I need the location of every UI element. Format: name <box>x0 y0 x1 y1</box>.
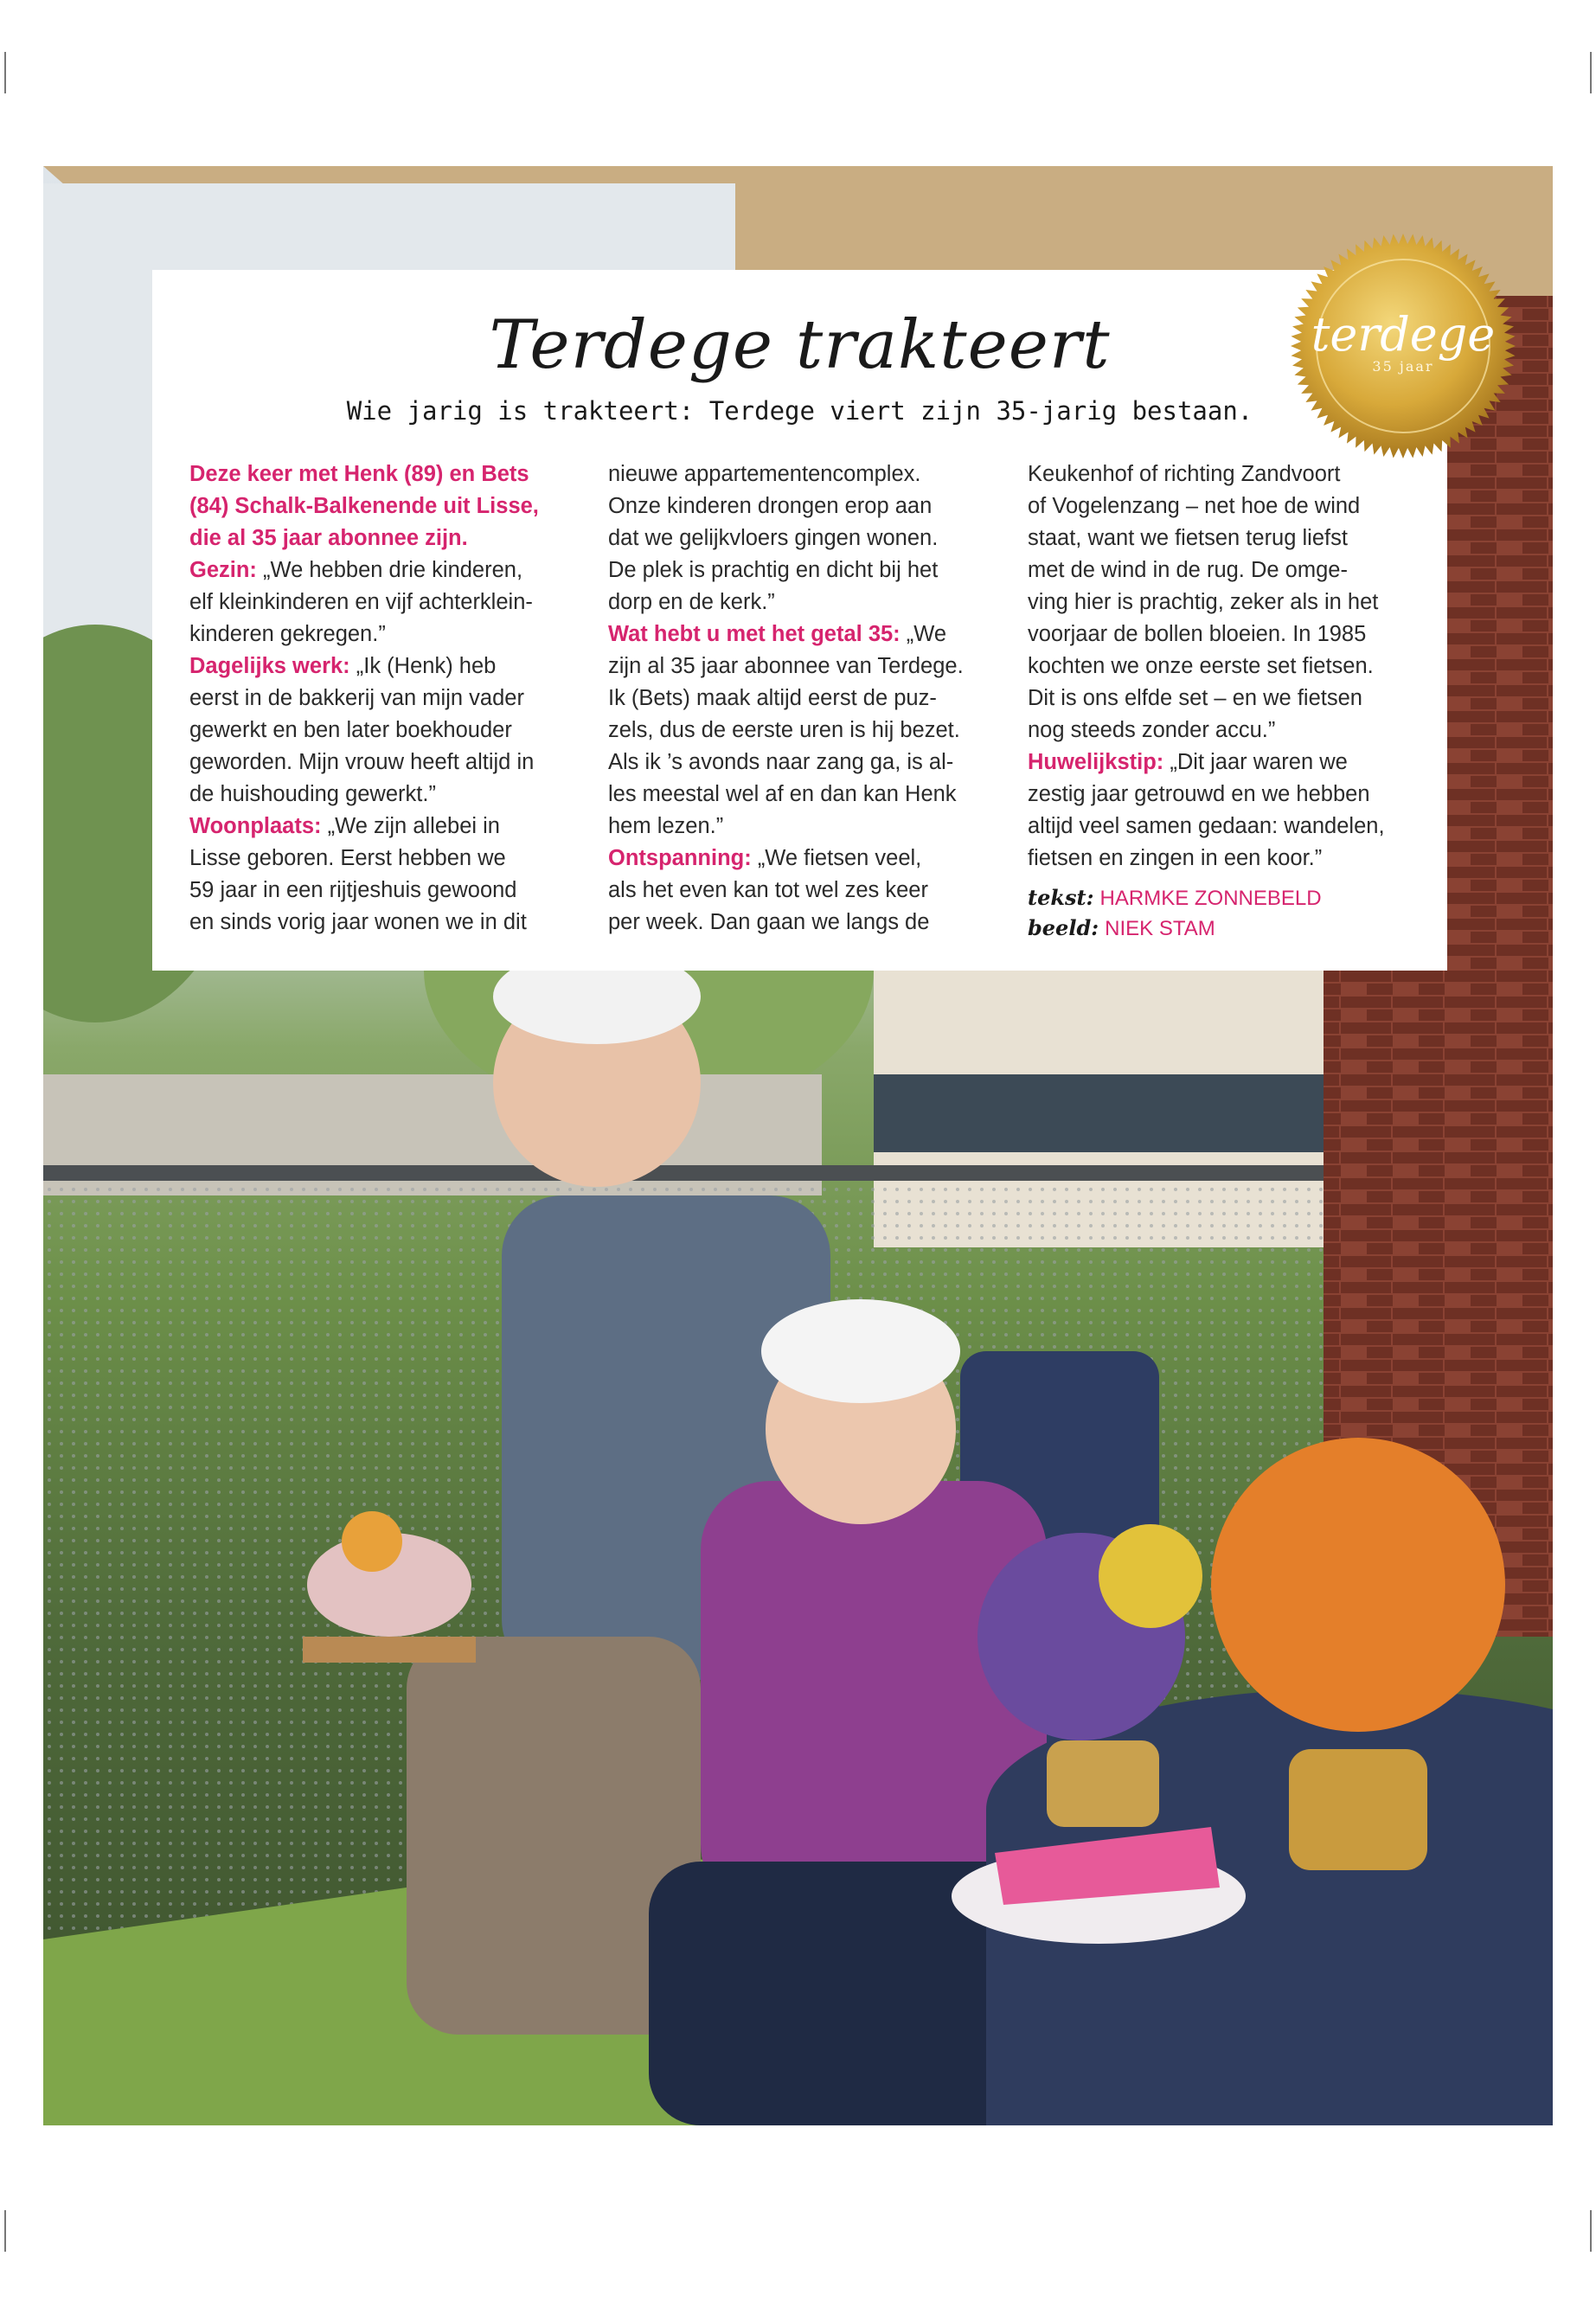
railing-top <box>43 1165 1324 1181</box>
ontspanning-line: of Vogelenzang – net hoe de wind <box>1028 494 1361 518</box>
woman-hair <box>761 1299 960 1403</box>
flower-pot <box>1289 1749 1427 1870</box>
article-panel <box>152 270 1447 971</box>
gezin-line <box>189 554 579 586</box>
woonplaats-line: Lisse geboren. Eerst hebben we <box>189 846 506 870</box>
crop-mark-bottom-left <box>4 2210 6 2252</box>
werk-line <box>189 651 579 683</box>
getal-line <box>608 619 997 651</box>
credit-beeld-value: NIEK STAM <box>1105 917 1215 940</box>
getal-line: les meestal wel af en dan kan Henk <box>608 782 957 806</box>
credits <box>1028 883 1417 944</box>
credit-beeld-label: beeld: <box>1028 915 1099 940</box>
getal-line: zijn al 35 jaar abonnee van Terdege. <box>608 654 964 678</box>
werk-text: „Ik (Henk) heb <box>349 654 497 678</box>
crop-mark-bottom-right <box>1590 2210 1592 2252</box>
werk-line: de huishouding gewerkt.” <box>189 782 436 806</box>
woonplaats-line: De plek is prachtig en dicht bij het <box>608 558 939 582</box>
ontspanning-line <box>608 843 997 875</box>
text-column-3 <box>1028 458 1417 944</box>
credit-tekst <box>1028 883 1417 913</box>
ontspanning-text: „We fietsen veel, <box>751 846 922 870</box>
woonplaats-line: 59 jaar in een rijtjeshuis gewoond <box>189 878 517 902</box>
ontspanning-line: Keukenhof of richting Zandvoort <box>1028 462 1341 486</box>
werk-line: gewerkt en ben later boekhouder <box>189 718 512 742</box>
getal-line: hem lezen.” <box>608 814 724 838</box>
pumpkin <box>342 1511 402 1572</box>
credit-tekst-value: HARMKE ZONNEBELD <box>1099 887 1322 910</box>
stool <box>303 1637 476 1663</box>
building-windows <box>874 1074 1358 1152</box>
pansy-pot <box>1047 1740 1159 1827</box>
werk-line: eerst in de bakkerij van mijn vader <box>189 686 524 710</box>
huwelijk-line: zestig jaar getrouwd en we hebben <box>1028 782 1370 806</box>
ontspanning-line: Dit is ons elfde set – en we fietsen <box>1028 686 1362 710</box>
woonplaats-line: nieuwe appartementencomplex. <box>608 462 921 486</box>
crop-mark-top-right <box>1590 52 1592 93</box>
ontspanning-line: voorjaar de bollen bloeien. In 1985 <box>1028 622 1367 646</box>
crop-mark-top-left <box>4 52 6 93</box>
text-column-2 <box>608 458 997 939</box>
intro-line: die al 35 jaar abonnee zijn. <box>189 526 468 550</box>
woonplaats-line: dat we gelijkvloers gingen wonen. <box>608 526 939 550</box>
woonplaats-line: dorp en de kerk.” <box>608 590 775 614</box>
getal-text: „We <box>900 622 947 646</box>
huwelijk-label: Huwelijkstip: <box>1028 750 1164 774</box>
woonplaats-line <box>189 811 579 843</box>
gezin-line: elf kleinkinderen en vijf achterklein- <box>189 590 533 614</box>
getal-line: Als ik ’s avonds naar zang ga, is al- <box>608 750 954 774</box>
intro-line: (84) Schalk-Balkenende uit Lisse, <box>189 494 539 518</box>
huwelijk-line: fietsen en zingen in een koor.” <box>1028 846 1323 870</box>
getal-line: zels, dus de eerste uren is hij bezet. <box>608 718 960 742</box>
chrysanthemums <box>1211 1438 1505 1732</box>
seal-years: 35 jaar <box>1372 358 1434 375</box>
getal-label: Wat hebt u met het getal 35: <box>608 622 901 646</box>
article-subtitle: Wie jarig is trakteert: Terdege viert zijn 35-jarig bestaan. <box>346 396 1253 426</box>
woonplaats-line: Onze kinderen drongen erop aan <box>608 494 933 518</box>
gezin-line: kinderen gekregen.” <box>189 622 386 646</box>
ontspanning-line: staat, want we fietsen terug liefst <box>1028 526 1348 550</box>
werk-label: Dagelijks werk: <box>189 654 350 678</box>
getal-line: Ik (Bets) maak altijd eerst de puz- <box>608 686 937 710</box>
intro-line: Deze keer met Henk (89) en Bets <box>189 462 529 486</box>
woonplaats-line: en sinds vorig jaar wonen we in dit <box>189 910 527 934</box>
woonplaats-text: „We zijn allebei in <box>321 814 500 838</box>
ontspanning-line: als het even kan tot wel zes keer <box>608 878 928 902</box>
ontspanning-line: ving hier is prachtig, zeker als in het <box>1028 590 1379 614</box>
credit-tekst-label: tekst: <box>1028 885 1094 910</box>
ontspanning-line: met de wind in de rug. De omge- <box>1028 558 1348 582</box>
ontspanning-label: Ontspanning: <box>608 846 752 870</box>
pansy-yellow <box>1099 1524 1202 1628</box>
credit-beeld <box>1028 913 1417 944</box>
woonplaats-label: Woonplaats: <box>189 814 322 838</box>
huwelijk-line <box>1028 747 1417 779</box>
ontspanning-line: kochten we onze eerste set fietsen. <box>1028 654 1374 678</box>
seal-brand: terdege <box>1311 307 1496 362</box>
ontspanning-line: nog steeds zonder accu.” <box>1028 718 1276 742</box>
ontspanning-line: per week. Dan gaan we langs de <box>608 910 930 934</box>
huwelijk-line: altijd veel samen gedaan: wandelen, <box>1028 814 1385 838</box>
article-title: Terdege trakteert <box>489 306 1111 384</box>
gezin-text: „We hebben drie kinderen, <box>256 558 523 582</box>
gezin-label: Gezin: <box>189 558 257 582</box>
werk-line: geworden. Mijn vrouw heeft altijd in <box>189 750 535 774</box>
huwelijk-text: „Dit jaar waren we <box>1163 750 1348 774</box>
text-column-1 <box>189 458 579 939</box>
